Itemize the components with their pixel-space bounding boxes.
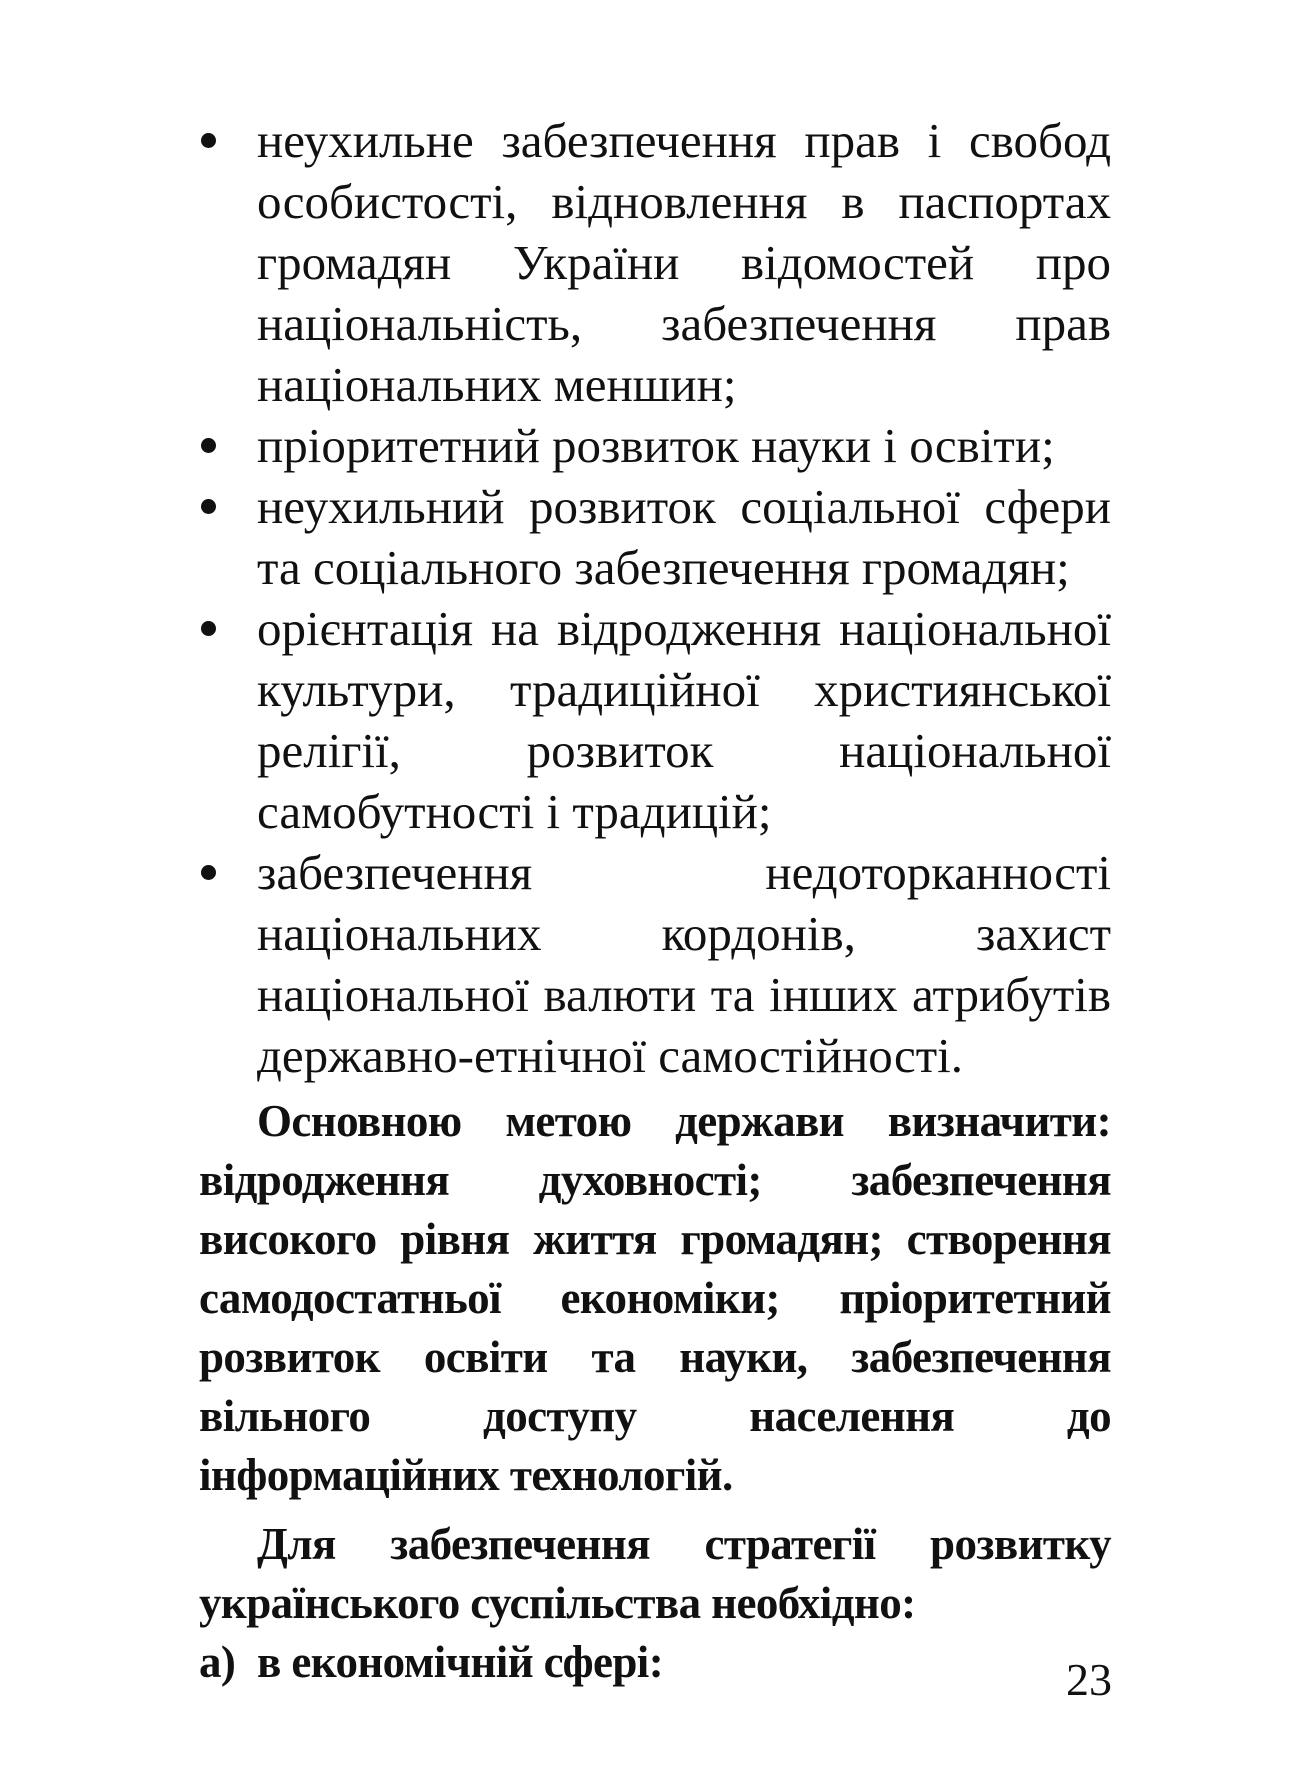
list-item: [199, 598, 1111, 842]
bullet-icon: [201, 621, 216, 636]
bullet-icon: [201, 499, 216, 514]
bullet-text: неухильне забезпечення прав і свобод особистості, відновлення в паспортах громадян України відомостей про національність, забезпечення прав національних меншин;: [257, 113, 1111, 412]
subsection-label: в економічній сфері:: [257, 1637, 664, 1687]
bullet-icon: [201, 133, 216, 148]
bullet-text: неухильний розвиток соціальної сфери та соціального забезпечення громадян;: [257, 479, 1111, 595]
list-item: [199, 476, 1111, 598]
list-item: [199, 415, 1111, 476]
list-item: [199, 110, 1111, 415]
bullet-text: орієнтація на відродження національної культури, традиційної християнської релігії, розвиток національної самобутності і традицій;: [257, 601, 1111, 839]
page-number: 23: [1066, 1654, 1112, 1705]
bullet-text: забезпечення недоторканності національних кордонів, захист національної валюти та інших атрибутів державно-етнічної самостійності.: [257, 845, 1111, 1083]
page-content: [199, 110, 1111, 1692]
bullet-text: пріоритетний розвиток науки і освіти;: [257, 418, 1055, 473]
bullet-icon: [201, 438, 216, 453]
strategy-paragraph: Для забезпечення стратегії розвитку українського суспільства необхідно:: [199, 1519, 1111, 1628]
subsection-marker: а): [199, 1637, 236, 1687]
bullet-list: [199, 110, 1111, 1086]
list-item: [199, 842, 1111, 1086]
economic-sphere-heading: [199, 1633, 1111, 1692]
bullet-icon: [201, 865, 216, 880]
main-goal-paragraph: Основною метою держави визначити: відродження духовності; забезпечення високого рівня життя громадян; створення самодостатньої економіки; пріоритетний розвиток освіти та науки, забезпечення вільного доступу населення до інформаційних технологій.: [199, 1096, 1111, 1500]
